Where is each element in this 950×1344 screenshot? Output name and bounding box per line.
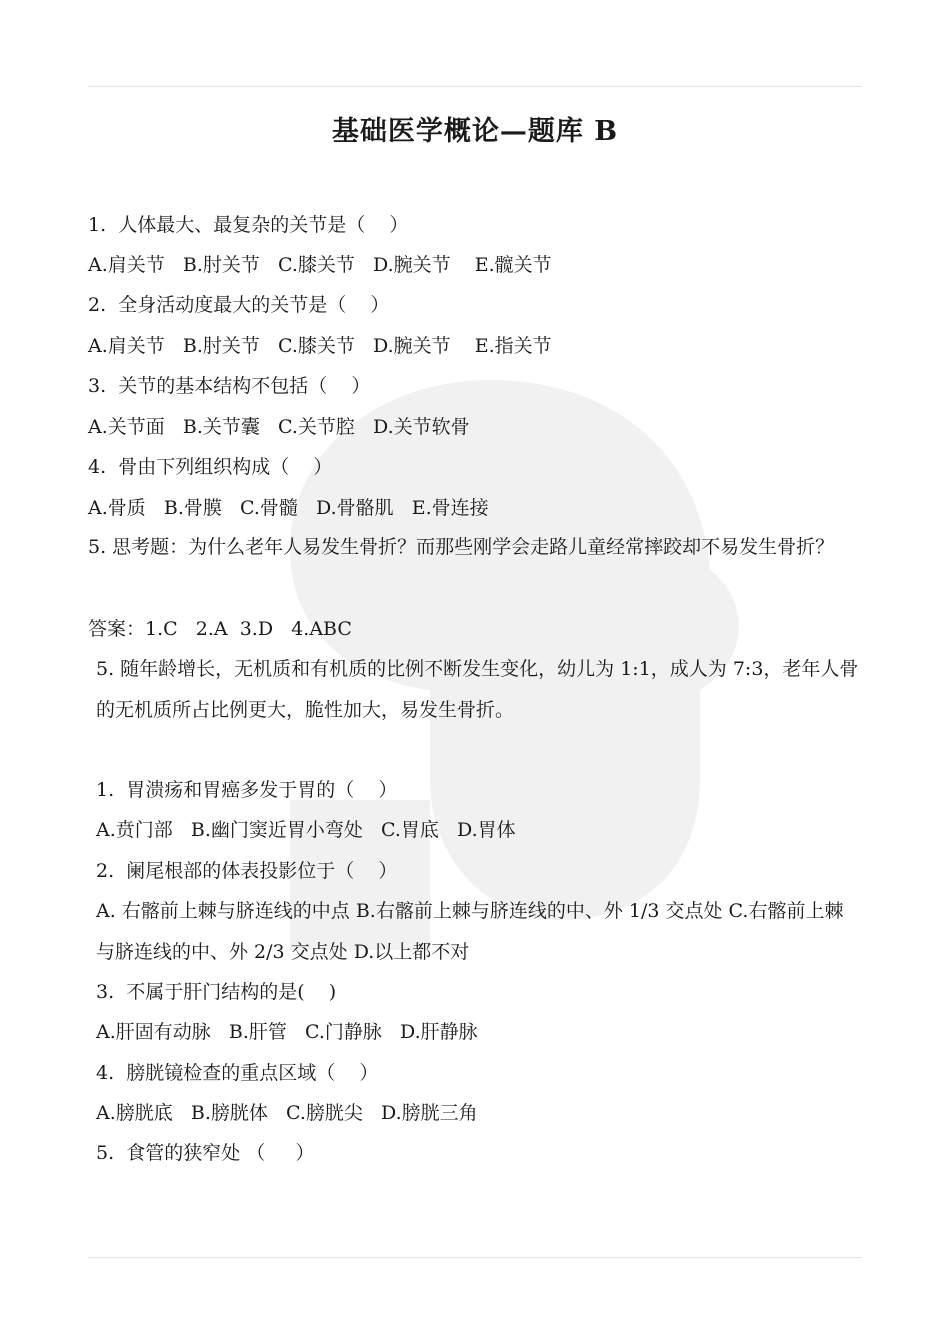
section2-question-3: 3. 不属于肝门结构的是( )	[96, 981, 337, 1003]
section2-question-4: 4. 膀胱镜检查的重点区域（ ）	[96, 1062, 379, 1084]
answer-key: 答案：1.C 2.A 3.D 4.ABC	[88, 618, 352, 640]
question-2: 2. 全身活动度最大的关节是（ ）	[88, 294, 390, 316]
question-5: 5. 思考题：为什么老年人易发生骨折？而那些刚学会走路儿童经常摔跤却不易发生骨折？	[88, 536, 835, 558]
question-2-options: A.肩关节 B.肘关节 C.膝关节 D.腕关节 E.指关节	[88, 335, 552, 357]
section2-question-4-options: A.膀胱底 B.膀胱体 C.膀胱尖 D.膀胱三角	[96, 1102, 478, 1124]
header-rule	[88, 86, 862, 87]
question-4-options: A.骨质 B.骨膜 C.骨髓 D.骨骼肌 E.骨连接	[88, 497, 489, 519]
question-1: 1. 人体最大、最复杂的关节是（ ）	[88, 214, 409, 236]
page-title: 基础医学概论—题库 B	[331, 116, 619, 147]
section2-question-1-options: A.贲门部 B.幽门窦近胃小弯处 C.胃底 D.胃体	[96, 819, 516, 841]
question-1-options: A.肩关节 B.肘关节 C.膝关节 D.腕关节 E.髋关节	[88, 254, 552, 276]
answer-5-explanation: 5. 随年龄增长，无机质和有机质的比例不断发生变化，幼儿为 1:1，成人为 7:3，老年人骨的无机质所占比例更大，脆性加大，易发生骨折。	[96, 658, 859, 721]
footer-rule	[88, 1257, 862, 1258]
section2-question-3-options: A.肝固有动脉 B.肝管 C.门静脉 D.肝静脉	[96, 1021, 478, 1043]
section2-question-1: 1. 胃溃疡和胃癌多发于胃的（ ）	[96, 779, 398, 801]
question-4: 4. 骨由下列组织构成（ ）	[88, 456, 333, 478]
question-3-options: A.关节面 B.关节囊 C.关节腔 D.关节软骨	[88, 416, 470, 438]
section2-question-2: 2. 阑尾根部的体表投影位于（ ）	[96, 860, 398, 882]
question-3: 3. 关节的基本结构不包括（ ）	[88, 375, 371, 397]
section2-question-2-options: A. 右髂前上棘与脐连线的中点 B.右髂前上棘与脐连线的中、外 1/3 交点处 C.右髂前上棘与脐连线的中、外 2/3 交点处 D.以上都不对	[96, 900, 844, 963]
section2-question-5: 5. 食管的狭窄处 （ ）	[96, 1142, 315, 1164]
